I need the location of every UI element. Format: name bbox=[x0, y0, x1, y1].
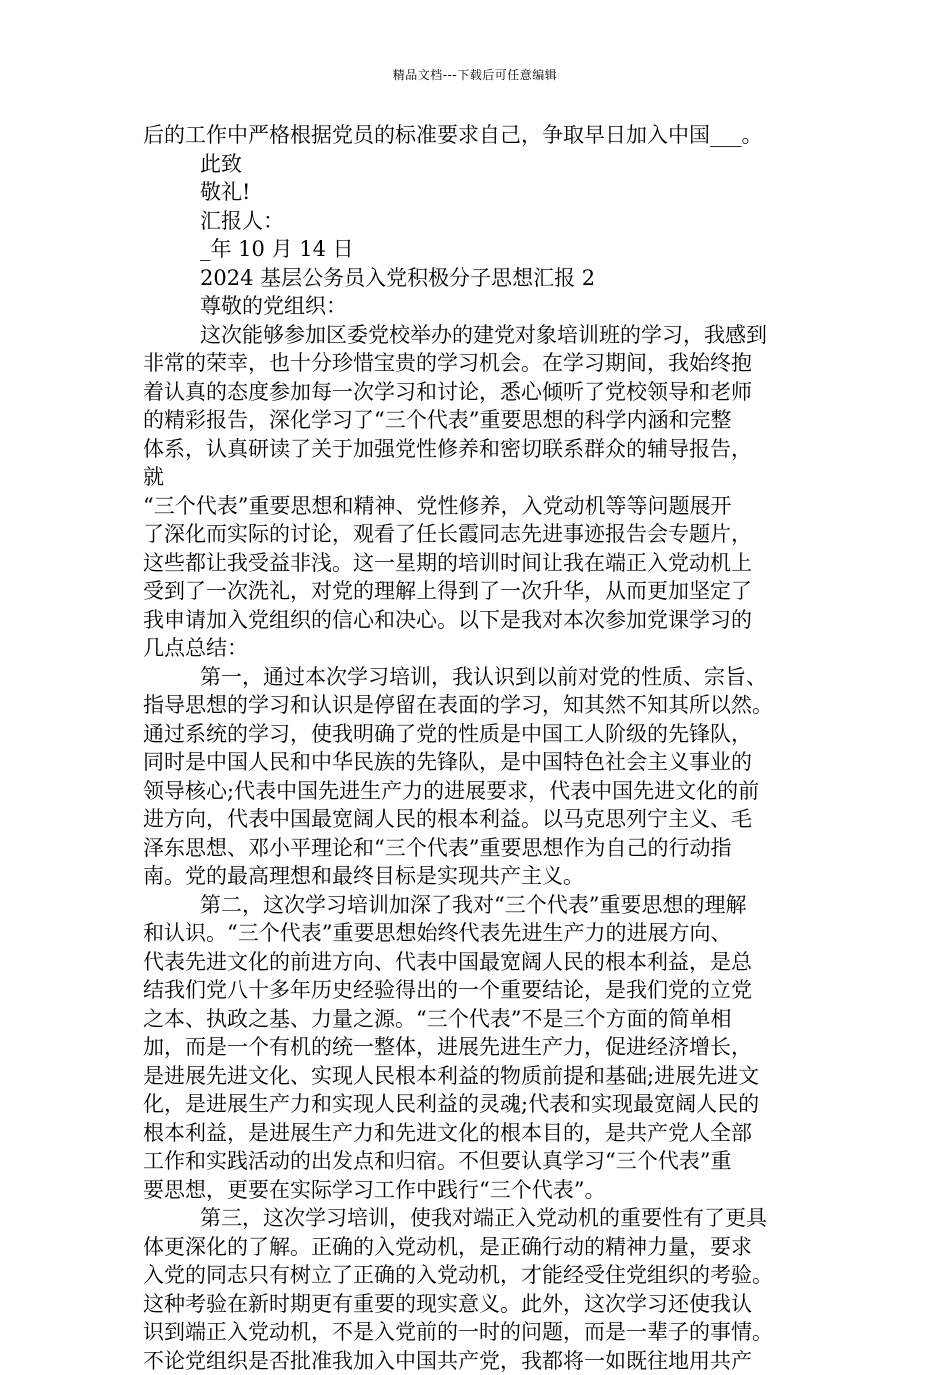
text-line: 不论党组织是否批准我加入中国共产党，我都将一如既往地用共产 bbox=[143, 1347, 809, 1375]
text-line: 就 bbox=[143, 463, 809, 492]
text-line: 这些都让我受益非浅。这一星期的培训时间让我在端正入党动机上 bbox=[143, 549, 809, 578]
text-line: 第二，这次学习培训加深了我对“三个代表”重要思想的理解 bbox=[143, 891, 809, 920]
text-line: 化，是进展生产力和实现人民利益的灵魂;代表和实现最宽阔人民的 bbox=[143, 1090, 809, 1119]
text-line: 此致 bbox=[143, 150, 809, 179]
text-line: 我申请加入党组织的信心和决心。以下是我对本次参加党课学习的 bbox=[143, 606, 809, 635]
text-line: 要思想，更要在实际学习工作中践行“三个代表”。 bbox=[143, 1176, 809, 1205]
text-line: 入党的同志只有树立了正确的入党动机，才能经受住党组织的考验。 bbox=[143, 1261, 809, 1290]
text-line: 受到了一次洗礼，对党的理解上得到了一次升华，从而更加坚定了 bbox=[143, 577, 809, 606]
text-line: 这次能够参加区委党校举办的建党对象培训班的学习，我感到 bbox=[143, 321, 809, 350]
page-header: 精品文档---下载后可任意编辑 bbox=[0, 66, 950, 83]
text-line: 2024 基层公务员入党积极分子思想汇报 2 bbox=[143, 264, 809, 293]
text-line: 识到端正入党动机，不是入党前的一时的问题，而是一辈子的事情。 bbox=[143, 1318, 809, 1347]
text-line: 通过系统的学习，使我明确了党的性质是中国工人阶级的先锋队， bbox=[143, 720, 809, 749]
text-line: 汇报人： bbox=[143, 207, 809, 236]
text-line: 敬礼! bbox=[143, 178, 809, 207]
text-line: 工作和实践活动的出发点和归宿。不但要认真学习“三个代表”重 bbox=[143, 1147, 809, 1176]
text-line: 非常的荣幸，也十分珍惜宝贵的学习机会。在学习期间，我始终抱 bbox=[143, 349, 809, 378]
text-line: 后的工作中严格根据党员的标准要求自己，争取早日加入中国___。 bbox=[143, 121, 809, 150]
text-line: 泽东思想、邓小平理论和“三个代表”重要思想作为自己的行动指 bbox=[143, 834, 809, 863]
text-line: 根本利益，是进展生产力和先进文化的根本目的，是共产党人全部 bbox=[143, 1119, 809, 1148]
text-line: 结我们党八十多年历史经验得出的一个重要结论，是我们党的立党 bbox=[143, 976, 809, 1005]
text-line: 加，而是一个有机的统一整体，进展先进生产力，促进经济增长， bbox=[143, 1033, 809, 1062]
text-line: 之本、执政之基、力量之源。“三个代表”不是三个方面的简单相 bbox=[143, 1005, 809, 1034]
text-line: 第三，这次学习培训，使我对端正入党动机的重要性有了更具 bbox=[143, 1204, 809, 1233]
text-line: 几点总结： bbox=[143, 634, 809, 663]
text-line: 是进展先进文化、实现人民根本利益的物质前提和基础;进展先进文 bbox=[143, 1062, 809, 1091]
text-line: 体更深化的了解。正确的入党动机，是正确行动的精神力量，要求 bbox=[143, 1233, 809, 1262]
text-line: “三个代表”重要思想和精神、党性修养，入党动机等等问题展开 bbox=[143, 492, 809, 521]
text-line: 这种考验在新时期更有重要的现实意义。此外，这次学习还使我认 bbox=[143, 1290, 809, 1319]
text-line: 进方向，代表中国最宽阔人民的根本利益。以马克思列宁主义、毛 bbox=[143, 805, 809, 834]
text-line: 第一，通过本次学习培训，我认识到以前对党的性质、宗旨、 bbox=[143, 663, 809, 692]
text-line: 领导核心;代表中国先进生产力的进展要求，代表中国先进文化的前 bbox=[143, 777, 809, 806]
document-body bbox=[143, 121, 809, 1375]
text-line: 体系，认真研读了关于加强党性修养和密切联系群众的辅导报告， bbox=[143, 435, 809, 464]
text-line: 尊敬的党组织： bbox=[143, 292, 809, 321]
text-line: 的精彩报告，深化学习了“三个代表”重要思想的科学内涵和完整 bbox=[143, 406, 809, 435]
text-line: 和认识。“三个代表”重要思想始终代表先进生产力的进展方向、 bbox=[143, 919, 809, 948]
text-line: 南。党的最高理想和最终目标是实现共产主义。 bbox=[143, 862, 809, 891]
text-line: 了深化而实际的讨论，观看了任长霞同志先进事迹报告会专题片， bbox=[143, 520, 809, 549]
text-line: _年 10 月 14 日 bbox=[143, 235, 809, 264]
text-line: 代表先进文化的前进方向、代表中国最宽阔人民的根本利益，是总 bbox=[143, 948, 809, 977]
text-line: 着认真的态度参加每一次学习和讨论，悉心倾听了党校领导和老师 bbox=[143, 378, 809, 407]
text-line: 同时是中国人民和中华民族的先锋队，是中国特色社会主义事业的 bbox=[143, 748, 809, 777]
text-line: 指导思想的学习和认识是停留在表面的学习，知其然不知其所以然。 bbox=[143, 691, 809, 720]
